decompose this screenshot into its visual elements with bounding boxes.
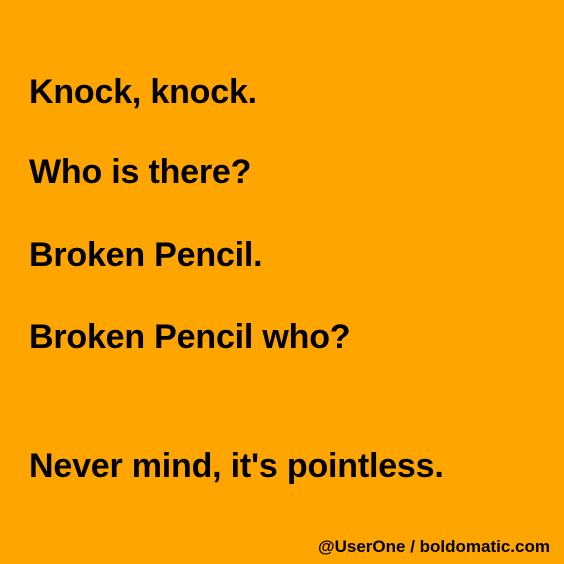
joke-line-4: Broken Pencil who? xyxy=(29,318,351,356)
joke-line-1: Knock, knock. xyxy=(29,73,257,111)
author-credit: @UserOne / boldomatic.com xyxy=(318,537,550,556)
joke-line-3: Broken Pencil. xyxy=(29,236,263,274)
joke-line-2: Who is there? xyxy=(29,153,252,191)
joke-punchline: Never mind, it's pointless. xyxy=(29,447,444,485)
